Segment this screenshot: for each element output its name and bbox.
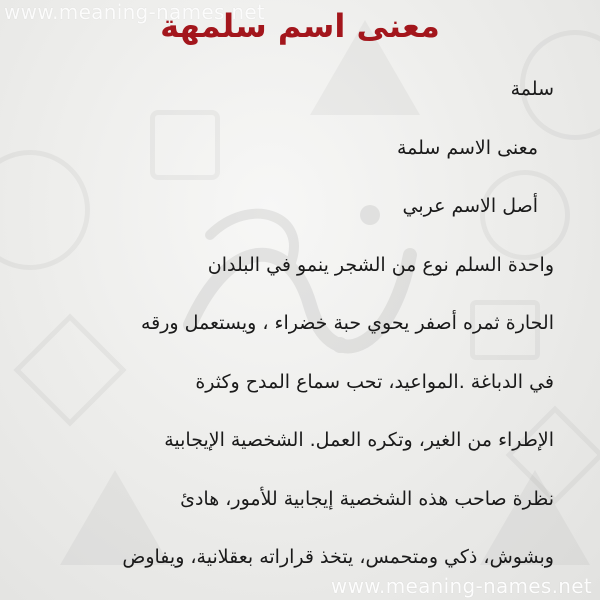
- page-title: معنى اسم سلمهة: [160, 7, 440, 45]
- text-line: نظرة صاحب هذه الشخصية إيجابية للأمور، هادئ: [180, 487, 554, 510]
- text-line: الإطراء من الغير، وتكره العمل. الشخصية الإيجابية: [164, 429, 554, 451]
- text-line: في الدباغة .المواعيد، تحب سماع المدح وكثرة: [195, 370, 554, 393]
- text-line: معنى الاسم سلمة: [396, 136, 538, 159]
- watermark-bottom: www.meaning-names.net: [330, 574, 592, 598]
- text-line: سلمة: [510, 78, 554, 100]
- text-line: واحدة السلم نوع من الشجر ينمو في البلدان: [207, 253, 554, 276]
- meaning-text: [40, 60, 560, 587]
- text-line: وبشوش، ذكي ومتحمس، يتخذ قراراته بعقلانية، ويفاوض: [122, 546, 554, 568]
- text-line: الحارة ثمره أصفر يحوي حبة خضراء ، ويستعمل ورقه: [140, 312, 554, 334]
- watermark-top: www.meaning-names.net: [4, 0, 266, 24]
- text-line: أصل الاسم عربي: [402, 195, 538, 217]
